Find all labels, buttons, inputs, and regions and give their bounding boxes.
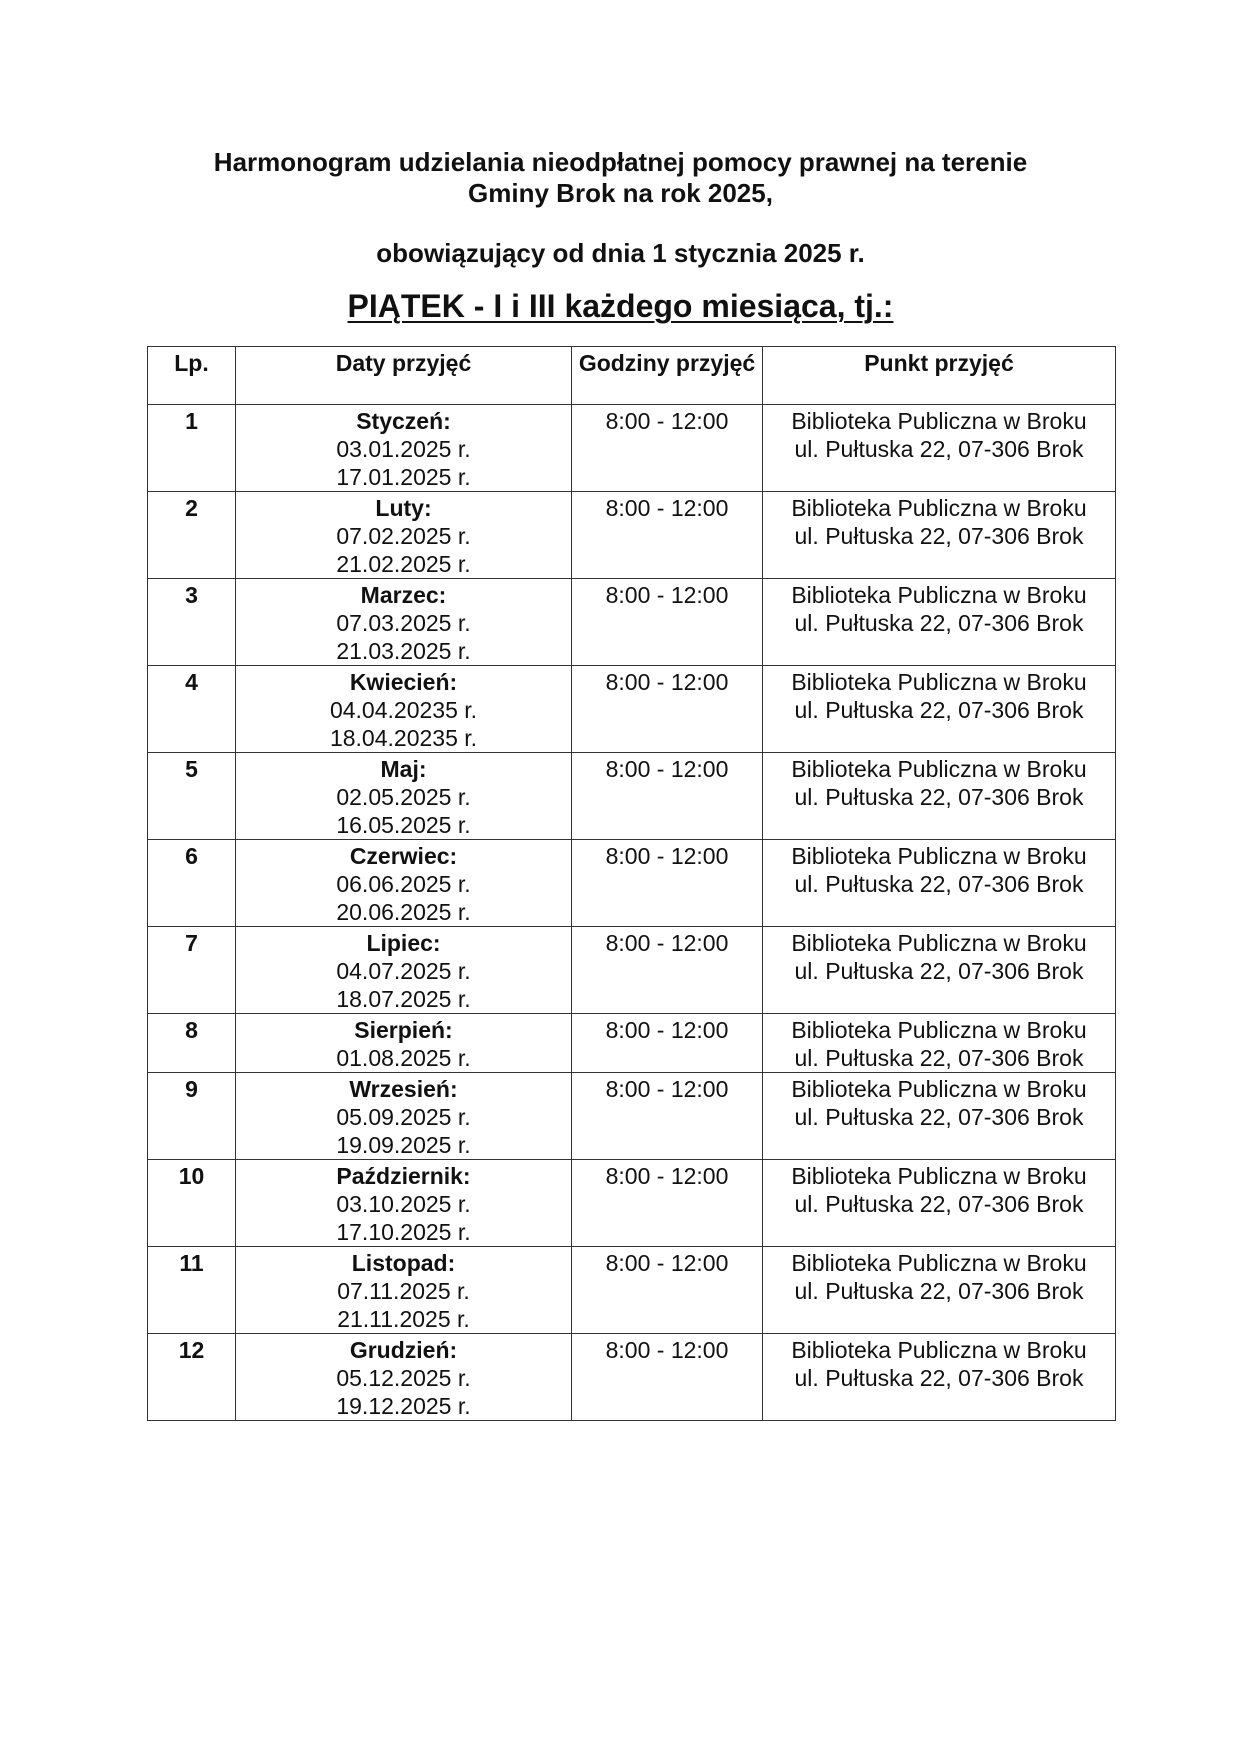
row-hours: 8:00 - 12:00	[572, 492, 763, 579]
row-hours: 8:00 - 12:00	[572, 927, 763, 1014]
row-hours: 8:00 - 12:00	[572, 1334, 763, 1421]
header-lp: Lp.	[148, 347, 236, 405]
row-dates	[236, 1014, 572, 1073]
row-dates	[236, 927, 572, 1014]
row-date: 21.11.2025 r.	[337, 1306, 470, 1332]
row-place-address: ul. Pułtuska 22, 07-306 Brok	[794, 697, 1084, 723]
row-date: 01.08.2025 r.	[336, 1045, 471, 1071]
row-place-address: ul. Pułtuska 22, 07-306 Brok	[794, 958, 1084, 984]
row-date: 17.01.2025 r.	[336, 464, 471, 490]
row-month: Luty:	[375, 495, 432, 521]
table-row	[148, 1247, 1116, 1334]
row-place	[763, 1334, 1116, 1421]
row-place-name: Biblioteka Publiczna w Broku	[791, 843, 1087, 869]
row-date: 21.03.2025 r.	[336, 638, 471, 664]
row-dates	[236, 666, 572, 753]
row-place-name: Biblioteka Publiczna w Broku	[791, 1337, 1087, 1363]
row-month: Listopad:	[351, 1250, 456, 1276]
row-lp: 1	[148, 405, 236, 492]
row-date: 19.12.2025 r.	[336, 1393, 471, 1419]
row-place-address: ul. Pułtuska 22, 07-306 Brok	[794, 1104, 1084, 1130]
row-place	[763, 1247, 1116, 1334]
row-place-name: Biblioteka Publiczna w Broku	[791, 408, 1087, 434]
table-row	[148, 753, 1116, 840]
row-place	[763, 840, 1116, 927]
table-row	[148, 492, 1116, 579]
row-lp: 5	[148, 753, 236, 840]
table-row	[148, 927, 1116, 1014]
row-lp: 2	[148, 492, 236, 579]
row-date: 05.12.2025 r.	[336, 1365, 471, 1391]
row-lp: 3	[148, 579, 236, 666]
row-month: Kwiecień:	[349, 669, 458, 695]
row-place-name: Biblioteka Publiczna w Broku	[791, 930, 1087, 956]
row-date: 07.11.2025 r.	[337, 1278, 470, 1304]
row-place-address: ul. Pułtuska 22, 07-306 Brok	[794, 610, 1084, 636]
row-date: 03.10.2025 r.	[336, 1191, 471, 1217]
row-place	[763, 753, 1116, 840]
row-place-address: ul. Pułtuska 22, 07-306 Brok	[794, 523, 1084, 549]
row-lp: 7	[148, 927, 236, 1014]
row-dates	[236, 405, 572, 492]
row-place	[763, 1160, 1116, 1247]
row-dates	[236, 753, 572, 840]
row-place-address: ul. Pułtuska 22, 07-306 Brok	[794, 436, 1084, 462]
schedule-table	[147, 346, 1116, 1421]
row-date: 04.04.20235 r.	[329, 697, 478, 723]
row-date: 20.06.2025 r.	[336, 899, 471, 925]
row-lp: 10	[148, 1160, 236, 1247]
row-place	[763, 927, 1116, 1014]
table-row	[148, 405, 1116, 492]
document-title-line-2: Gminy Brok na rok 2025,	[468, 178, 773, 208]
row-date: 18.07.2025 r.	[336, 986, 471, 1012]
row-dates	[236, 492, 572, 579]
row-lp: 9	[148, 1073, 236, 1160]
row-month: Sierpień:	[354, 1017, 453, 1043]
header-place: Punkt przyjęć	[763, 347, 1116, 405]
row-hours: 8:00 - 12:00	[572, 666, 763, 753]
row-place-name: Biblioteka Publiczna w Broku	[791, 1017, 1087, 1043]
row-date: 06.06.2025 r.	[336, 871, 471, 897]
header-dates: Daty przyjęć	[236, 347, 572, 405]
row-date: 19.09.2025 r.	[336, 1132, 471, 1158]
row-date: 17.10.2025 r.	[336, 1219, 471, 1245]
row-date: 07.02.2025 r.	[336, 523, 471, 549]
row-dates	[236, 1160, 572, 1247]
table-row	[148, 1334, 1116, 1421]
row-month: Czerwiec:	[349, 843, 458, 869]
header-hours: Godziny przyjęć	[572, 347, 763, 405]
row-place	[763, 1073, 1116, 1160]
row-place-name: Biblioteka Publiczna w Broku	[791, 756, 1087, 782]
row-place-name: Biblioteka Publiczna w Broku	[791, 1250, 1087, 1276]
row-month: Marzec:	[360, 582, 447, 608]
table-row	[148, 666, 1116, 753]
row-place-address: ul. Pułtuska 22, 07-306 Brok	[794, 1365, 1084, 1391]
document-subtitle: obowiązujący od dnia 1 stycznia 2025 r.	[376, 238, 865, 268]
row-place	[763, 405, 1116, 492]
row-lp: 11	[148, 1247, 236, 1334]
table-row	[148, 579, 1116, 666]
row-dates	[236, 1334, 572, 1421]
row-date: 03.01.2025 r.	[336, 436, 471, 462]
document-title-line-1: Harmonogram udzielania nieodpłatnej pomocy prawnej na terenie	[213, 147, 1028, 177]
table-row	[148, 1160, 1116, 1247]
row-place-name: Biblioteka Publiczna w Broku	[791, 669, 1087, 695]
row-month: Grudzień:	[349, 1337, 458, 1363]
row-lp: 6	[148, 840, 236, 927]
row-month: Lipiec:	[366, 930, 441, 956]
row-place-name: Biblioteka Publiczna w Broku	[791, 1076, 1087, 1102]
table-body	[148, 405, 1116, 1421]
row-place-address: ul. Pułtuska 22, 07-306 Brok	[794, 1191, 1084, 1217]
row-place-address: ul. Pułtuska 22, 07-306 Brok	[794, 1045, 1084, 1071]
row-hours: 8:00 - 12:00	[572, 405, 763, 492]
row-hours: 8:00 - 12:00	[572, 579, 763, 666]
row-date: 18.04.20235 r.	[329, 725, 478, 751]
row-date: 02.05.2025 r.	[336, 784, 471, 810]
row-place-name: Biblioteka Publiczna w Broku	[791, 495, 1087, 521]
table-row	[148, 1073, 1116, 1160]
table-header-row	[148, 347, 1116, 405]
row-place-address: ul. Pułtuska 22, 07-306 Brok	[794, 871, 1084, 897]
row-place-address: ul. Pułtuska 22, 07-306 Brok	[794, 1278, 1084, 1304]
row-hours: 8:00 - 12:00	[572, 1160, 763, 1247]
row-hours: 8:00 - 12:00	[572, 753, 763, 840]
row-hours: 8:00 - 12:00	[572, 1073, 763, 1160]
row-date: 21.02.2025 r.	[336, 551, 471, 577]
row-lp: 12	[148, 1334, 236, 1421]
row-place	[763, 1014, 1116, 1073]
row-date: 07.03.2025 r.	[336, 610, 471, 636]
row-dates	[236, 840, 572, 927]
table-row	[148, 1014, 1116, 1073]
row-hours: 8:00 - 12:00	[572, 840, 763, 927]
row-place-name: Biblioteka Publiczna w Broku	[791, 1163, 1087, 1189]
row-month: Styczeń:	[356, 408, 451, 434]
row-dates	[236, 1247, 572, 1334]
row-place-name: Biblioteka Publiczna w Broku	[791, 582, 1087, 608]
schedule-heading: PIĄTEK - I i III każdego miesiąca, tj.:	[347, 288, 894, 324]
row-lp: 8	[148, 1014, 236, 1073]
row-dates	[236, 579, 572, 666]
table-row	[148, 840, 1116, 927]
row-date: 04.07.2025 r.	[336, 958, 471, 984]
row-date: 05.09.2025 r.	[336, 1104, 471, 1130]
row-month: Wrzesień:	[349, 1076, 458, 1102]
row-lp: 4	[148, 666, 236, 753]
row-place	[763, 492, 1116, 579]
row-place	[763, 666, 1116, 753]
row-place-address: ul. Pułtuska 22, 07-306 Brok	[794, 784, 1084, 810]
row-place	[763, 579, 1116, 666]
row-month: Październik:	[336, 1163, 471, 1189]
row-date: 16.05.2025 r.	[336, 812, 471, 838]
row-hours: 8:00 - 12:00	[572, 1014, 763, 1073]
row-dates	[236, 1073, 572, 1160]
row-hours: 8:00 - 12:00	[572, 1247, 763, 1334]
row-month: Maj:	[380, 756, 427, 782]
